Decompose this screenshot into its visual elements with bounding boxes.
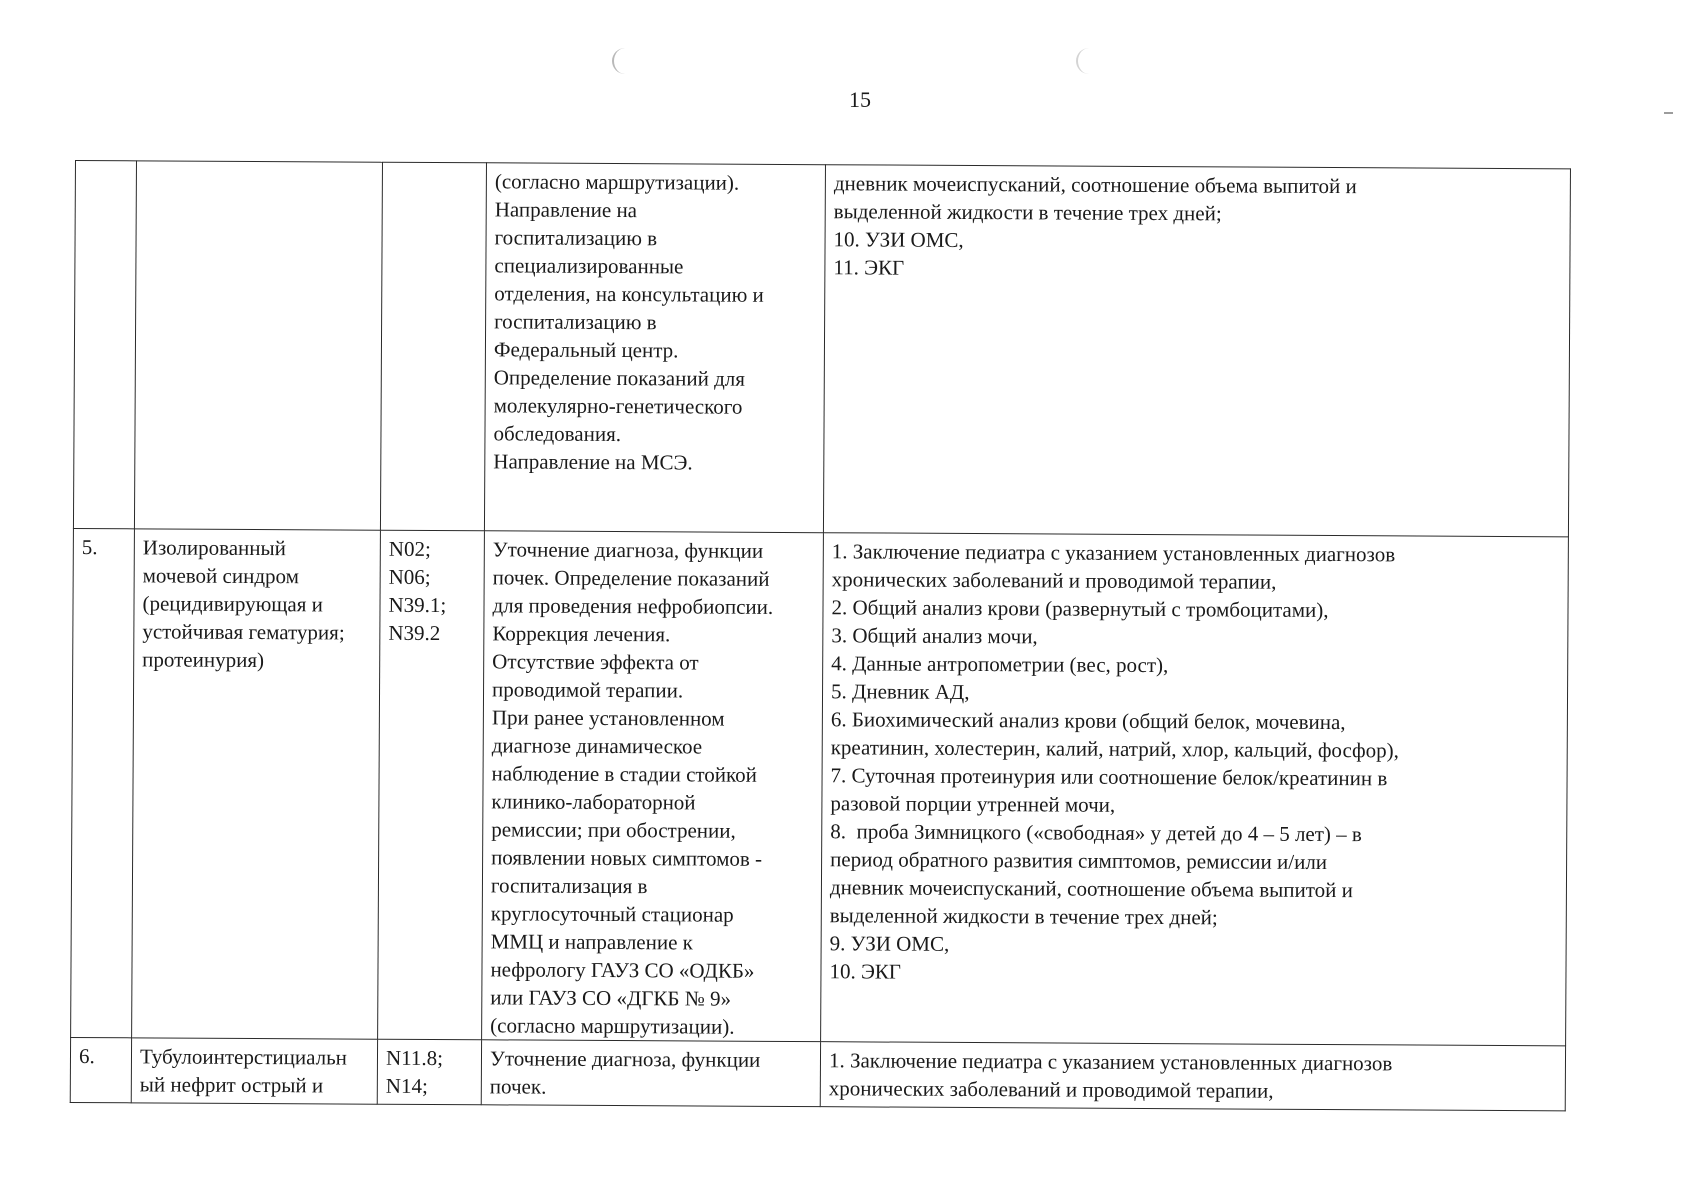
- text-line: ремиссии; при обострении,: [491, 817, 736, 843]
- text-line: обследования.: [493, 421, 622, 447]
- text-line: Тубулоинтерстициальн: [139, 1044, 347, 1070]
- cell-actions: [481, 1040, 820, 1107]
- text-line: устойчивая гематурия;: [142, 619, 345, 645]
- text-line: отделения, на консультацию и: [494, 281, 764, 307]
- text-line: мочевой синдром: [142, 563, 300, 589]
- text-line: N11.8;: [385, 1045, 444, 1071]
- table-row: [73, 161, 1570, 537]
- text-line: почек.: [489, 1074, 547, 1099]
- cell-content: [140, 1042, 371, 1101]
- cell-actions: [482, 531, 824, 1042]
- cell-icd-codes: [377, 1039, 481, 1105]
- text-line: или ГАУЗ СО «ДГКБ № 9»: [490, 985, 732, 1011]
- text-line: проводимой терапии.: [491, 677, 684, 703]
- text-line: креатинин, холестерин, калий, натрий, хлор, кальций, фосфор),: [830, 735, 1399, 763]
- cell-diagnosis-name: [134, 161, 382, 530]
- text-line: Направление на МСЭ.: [493, 449, 693, 475]
- text-line: дневник мочеиспусканий, соотношение объема выпитой и: [829, 875, 1353, 903]
- page-number: 15: [849, 87, 871, 112]
- text-line: выделенной жидкости в течение трех дней;: [829, 903, 1218, 930]
- text-line: ММЦ и направление к: [490, 929, 693, 955]
- cell-content: [79, 1042, 125, 1100]
- text-line: 1. Заключение педиатра с указанием установленных диагнозов: [831, 539, 1396, 567]
- table-row: [70, 1037, 1565, 1110]
- cell-number: [73, 161, 136, 529]
- cell-diagnosis-name: [132, 529, 381, 1039]
- text-line: диагнозе динамическое: [491, 733, 703, 759]
- punch-hole-mark-right: [1076, 48, 1092, 74]
- cell-icd-codes: [378, 530, 485, 1040]
- cell-diagnosis-name: [131, 1038, 377, 1104]
- cell-number: [70, 1037, 131, 1102]
- text-line: госпитализацию в: [494, 309, 657, 335]
- cell-required-exams: [820, 1042, 1565, 1111]
- text-line: выделенной жидкости в течение трех дней;: [833, 199, 1222, 226]
- text-line: 3. Общий анализ мочи,: [831, 623, 1038, 649]
- text-line: нефрологу ГАУЗ СО «ОДКБ»: [490, 957, 755, 983]
- text-line: N14;: [385, 1073, 428, 1098]
- text-line: 4. Данные антропометрии (вес, рост),: [831, 651, 1169, 678]
- table-row: [71, 528, 1569, 1045]
- text-line: N39.2: [388, 620, 441, 646]
- text-line: разовой порции утренней мочи,: [830, 791, 1116, 817]
- text-line: специализированные: [494, 253, 684, 279]
- text-line: Коррекция лечения.: [492, 621, 671, 647]
- text-line: молекулярно-генетического: [493, 393, 743, 419]
- text-line: При ранее установленном: [491, 705, 725, 731]
- scan-edge-mark: [1664, 112, 1673, 114]
- text-line: (рецидивирующая и: [142, 591, 324, 617]
- text-line: хронических заболеваний и проводимой терапии,: [831, 567, 1277, 594]
- text-line: 8. проба Зимницкого («свободная» у детей до 4 – 5 лет) – в: [830, 819, 1362, 847]
- text-line: Уточнение диагноза, функции: [489, 1046, 761, 1072]
- text-line: N06;: [388, 564, 431, 589]
- punch-hole-mark-left: [612, 48, 628, 74]
- cell-content: [829, 1046, 1559, 1108]
- cell-actions: [484, 163, 825, 533]
- text-line: Отсутствие эффекта от: [492, 649, 699, 675]
- text-line: 10. УЗИ ОМС,: [833, 227, 964, 252]
- text-line: госпитализацию в: [494, 225, 658, 251]
- text-line: 7. Суточная протеинурия или соотношение белок/креатинин в: [830, 763, 1388, 791]
- text-line: (согласно маршрутизации).: [494, 169, 740, 195]
- table-body: [70, 161, 1570, 1111]
- text-line: 11. ЭКГ: [833, 255, 905, 280]
- text-line: 9. УЗИ ОМС,: [829, 931, 950, 956]
- text-line: Федеральный центр.: [493, 337, 679, 363]
- text-line: 1. Заключение педиатра с указанием установленных диагнозов: [828, 1048, 1393, 1076]
- text-line: круглосуточный стационар: [490, 901, 734, 927]
- text-line: наблюдение в стадии стойкой: [491, 761, 758, 787]
- text-line: госпитализация в: [490, 873, 648, 899]
- text-line: Изолированный: [142, 535, 286, 561]
- text-line: 5. Дневник АД,: [830, 679, 970, 705]
- row-number: 5.: [81, 535, 98, 560]
- text-line: N39.1;: [388, 592, 447, 618]
- text-line: N02;: [388, 536, 431, 561]
- cell-required-exams: [823, 165, 1570, 537]
- text-line: (согласно маршрутизации).: [490, 1013, 735, 1039]
- cell-content: [490, 1044, 814, 1104]
- text-line: период обратного развития симптомов, ремиссии и/или: [830, 847, 1328, 875]
- cell-number: [71, 528, 135, 1037]
- text-line: хронических заболеваний и проводимой терапии,: [828, 1076, 1274, 1103]
- text-line: ый нефрит острый и: [139, 1072, 324, 1098]
- cell-required-exams: [821, 533, 1569, 1046]
- text-line: 2. Общий анализ крови (развернутый с тромбоцитами),: [831, 595, 1329, 623]
- text-line: для проведения нефробиопсии.: [492, 593, 774, 619]
- row-number: 6.: [78, 1044, 95, 1069]
- text-line: появлении новых симптомов -: [491, 845, 763, 871]
- text-line: клинико-лабораторной: [491, 789, 696, 815]
- text-line: Направление на: [494, 197, 638, 223]
- text-line: почек. Определение показаний: [492, 565, 770, 591]
- text-line: Уточнение диагноза, функции: [492, 537, 764, 563]
- text-line: 6. Биохимический анализ крови (общий белок, мочевина,: [830, 707, 1346, 735]
- text-line: дневник мочеиспусканий, соотношение объема выпитой и: [833, 171, 1357, 199]
- text-line: протеинурия): [142, 647, 265, 673]
- text-line: 10. ЭКГ: [829, 959, 902, 984]
- cell-icd-codes: [380, 162, 486, 531]
- routing-table: [70, 160, 1571, 1111]
- cell-content: [386, 1044, 475, 1102]
- text-line: Определение показаний для: [493, 365, 746, 391]
